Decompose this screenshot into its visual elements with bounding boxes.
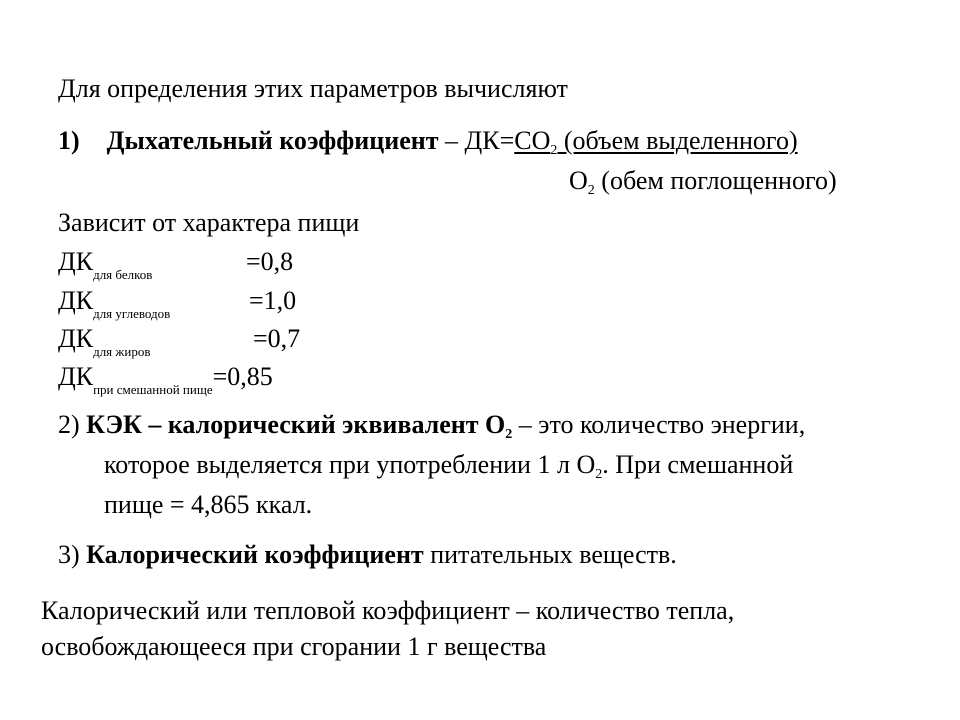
item2-term-sub: 2 [505,427,513,442]
rq-sub: для белков [93,267,153,282]
item2-line3: пище = 4,865 ккал. [104,490,313,519]
rq-value: =0,7 [253,324,301,353]
rq-sub: при смешанной пище [93,382,213,397]
item1-denominator [569,166,837,196]
denominator-note: (обем поглощенного) [594,166,837,195]
item1-term: Дыхательный коэффициент [106,126,439,155]
rq-row-fats [58,324,151,359]
numerator-note: (объем выделенного) [557,126,798,155]
rq-label: ДК [58,324,94,353]
rq-sub: для жиров [93,344,151,359]
item2-number: 2) [58,410,87,439]
rq-value: =0,8 [246,247,294,276]
rq-value: =0,85 [212,362,273,391]
item3-number: 3) [58,540,87,569]
rq-sub: для углеводов [93,306,171,321]
rq-row-mixed [58,362,273,397]
numerator-sub: 2 [550,143,558,158]
item1-number: 1) [58,126,80,155]
denominator-sub: 2 [587,183,595,198]
denominator-o: O [569,166,588,195]
item2-line2-sub: 2 [595,467,603,482]
item1-dash: – ДК= [438,126,515,155]
intro-text: Для определения этих параметров вычисляют [58,74,568,103]
item3-line [58,540,677,570]
definition-line2: освобождающееся при сгорании 1 г вещества [41,632,547,661]
depends-text: Зависит от характера пищи [58,208,360,237]
item2-line1 [58,410,805,440]
item2-term: КЭК – калорический эквивалент $О_2$ [86,410,513,442]
rq-label: ДК [58,286,94,315]
item3-term: Калорический коэффициент [86,540,424,569]
rq-value: =1,0 [249,286,297,315]
item1-line [58,126,798,156]
numerator-co: CO [514,126,551,155]
rq-row-carbs [58,286,171,321]
item2-rest: – это количество энергии, [512,410,806,439]
definition-line1: Калорический или тепловой коэффициент – количество тепла, [41,596,735,625]
item2-line2: которое выделяется при употреблении 1 л $О_2$. При смешанной [104,450,794,482]
rq-row-protein [58,247,153,282]
item3-rest: питательных веществ. [423,540,677,569]
rq-label: ДК [58,362,94,391]
item1-numerator [514,126,798,158]
rq-label: ДК [58,247,94,276]
